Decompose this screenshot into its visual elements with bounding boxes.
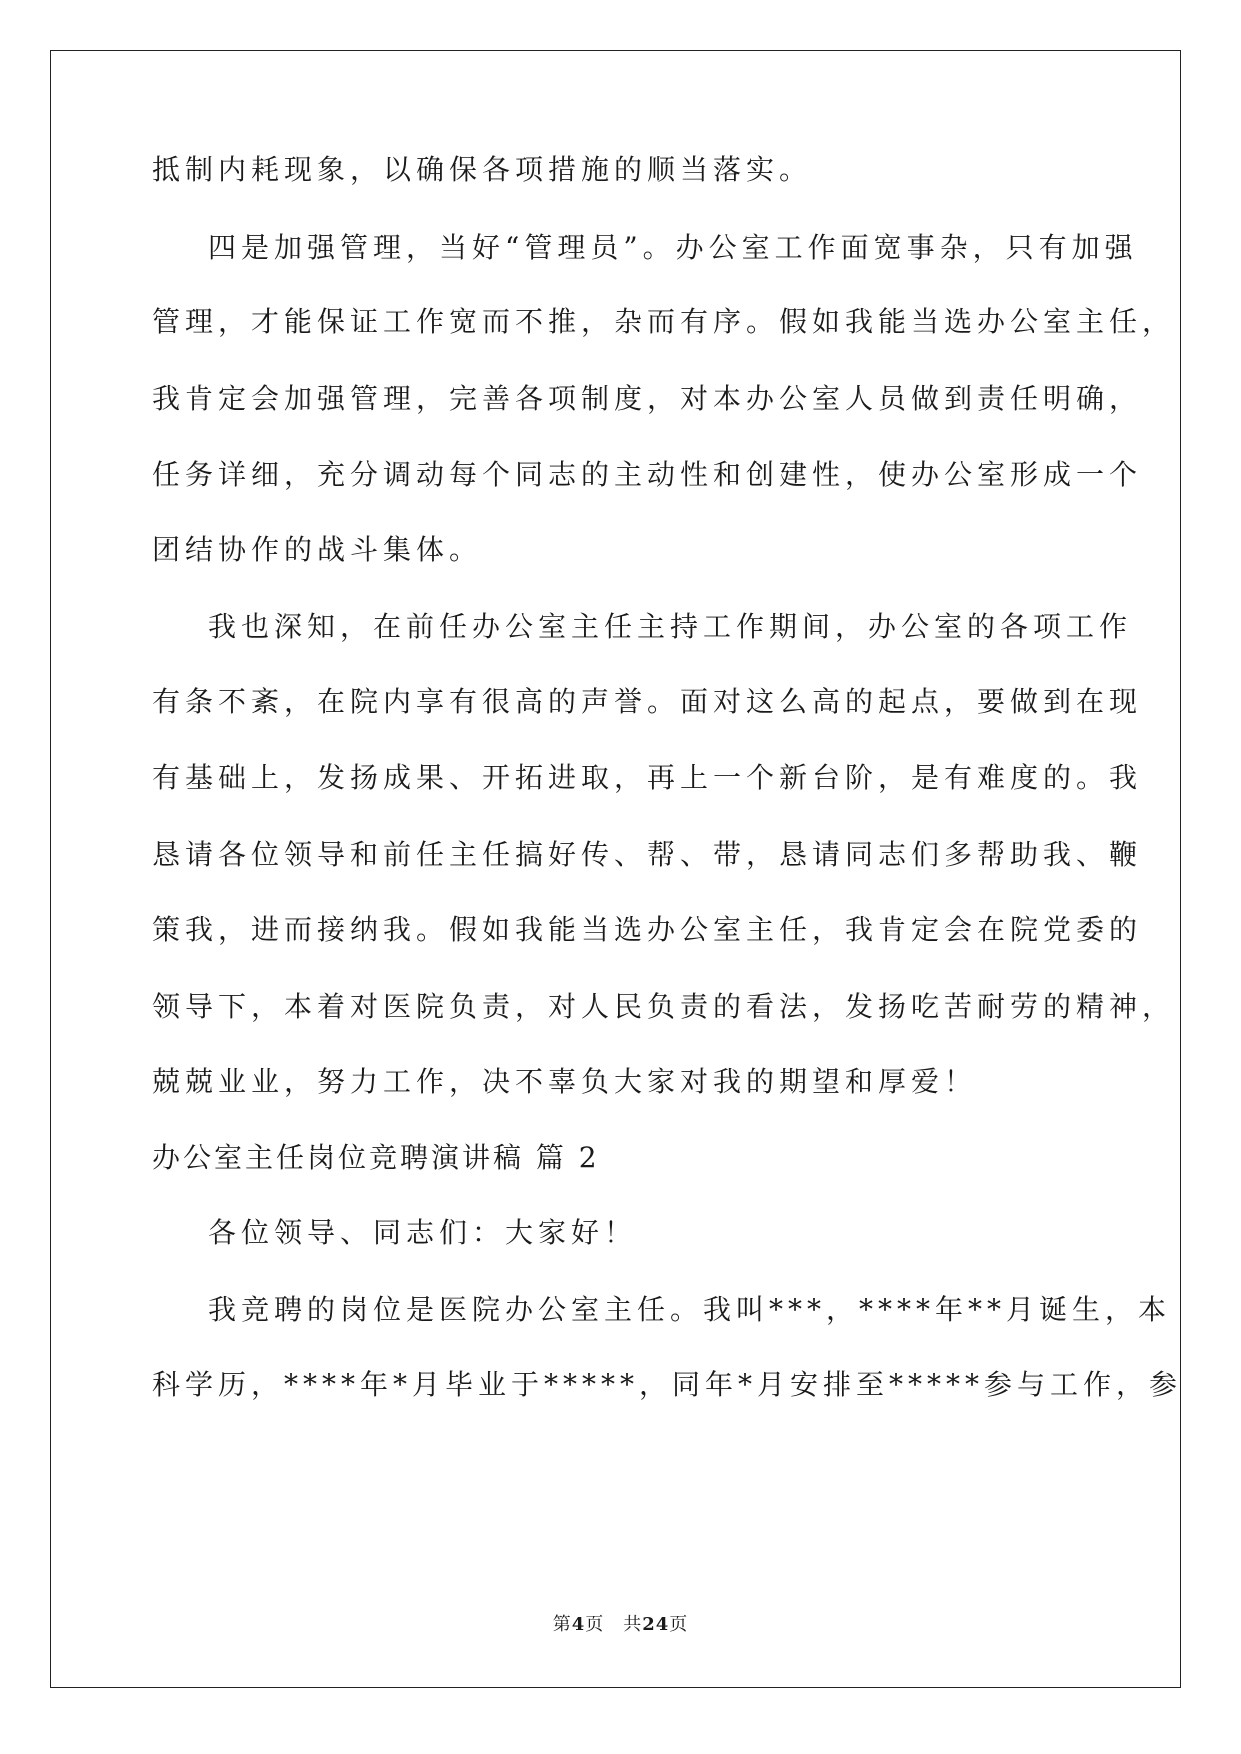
text-line: 策我，进而接纳我。假如我能当选办公室主任，我肯定会在院党委的 [152, 913, 1143, 946]
section-heading: 办公室主任岗位竞聘演讲稿 篇 2 [152, 1141, 600, 1174]
text-line: 恳请各位领导和前任主任搞好传、帮、带，恳请同志们多帮助我、鞭 [152, 838, 1143, 871]
text-line: 有基础上，发扬成果、开拓进取，再上一个新台阶，是有难度的。我 [152, 761, 1143, 794]
text-line: 团结协作的战斗集体。 [152, 533, 483, 566]
paragraph-start-line: 四是加强管理，当好“管理员”。办公室工作面宽事杂，只有加强 [208, 231, 1138, 264]
current-page-number: 4 [571, 1614, 586, 1635]
text-line: 任务详细，充分调动每个同志的主动性和创建性，使办公室形成一个 [152, 458, 1143, 491]
footer-middle: 页 共 [585, 1614, 643, 1635]
text-line: 有条不紊，在院内享有很高的声誉。面对这么高的起点，要做到在现 [152, 685, 1143, 718]
text-line: 我肯定会加强管理，完善各项制度，对本办公室人员做到责任明确， [152, 382, 1143, 415]
salutation-line: 各位领导、同志们：大家好！ [208, 1216, 638, 1249]
total-page-count: 24 [642, 1614, 670, 1635]
text-line: 科学历，****年*月毕业于*****，同年*月安排至*****参与工作，参 [152, 1368, 1183, 1401]
paragraph-start-line: 我也深知，在前任办公室主任主持工作期间，办公室的各项工作 [208, 610, 1133, 643]
page-footer [0, 1610, 1241, 1636]
footer-prefix: 第 [552, 1614, 572, 1635]
text-line: 兢兢业业，努力工作，决不辜负大家对我的期望和厚爱！ [152, 1065, 978, 1098]
paragraph-start-line: 我竞聘的岗位是医院办公室主任。我叫***，****年**月诞生，本 [208, 1293, 1172, 1326]
text-line: 管理，才能保证工作宽而不推，杂而有序。假如我能当选办公室主任， [152, 305, 1176, 338]
footer-suffix: 页 [669, 1614, 689, 1635]
text-line: 抵制内耗现象，以确保各项措施的顺当落实。 [152, 153, 813, 186]
text-line: 领导下，本着对医院负责，对人民负责的看法，发扬吃苦耐劳的精神， [152, 990, 1176, 1023]
